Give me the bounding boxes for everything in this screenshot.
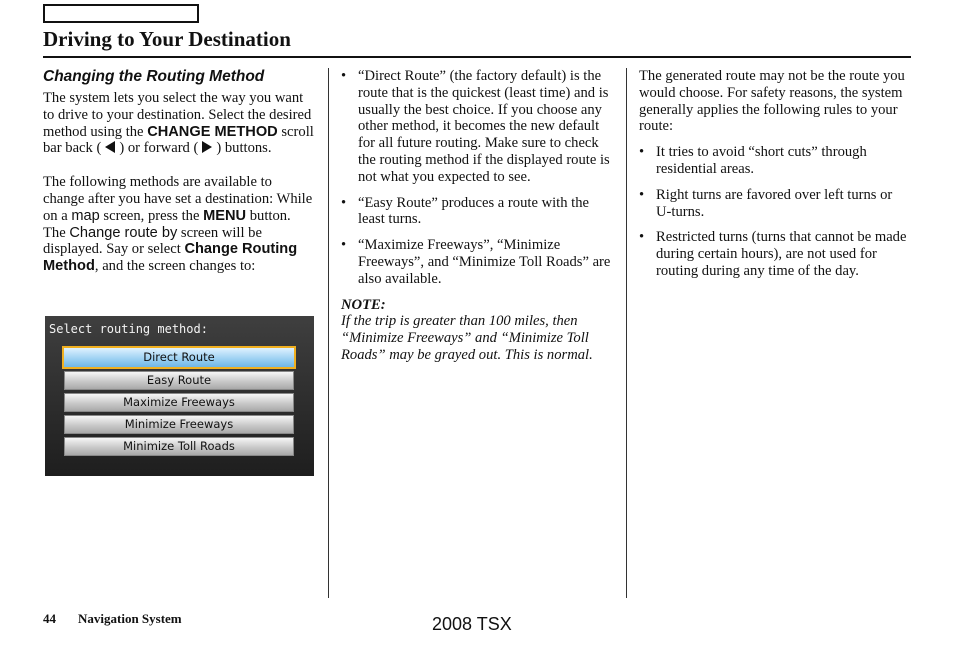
back-arrow-icon (105, 141, 115, 153)
option-minimize-freeways[interactable]: Minimize Freeways (64, 415, 294, 434)
column-divider-2 (626, 68, 627, 598)
bullet-text: “Maximize Freeways”, “Minimize Freeways”, and “Minimize Toll Roads” are also available. (358, 237, 611, 287)
rules-bullet-list (639, 144, 911, 280)
footer-model: 2008 TSX (432, 614, 512, 634)
option-minimize-toll-roads[interactable]: Minimize Toll Roads (64, 437, 294, 456)
list-item (341, 195, 613, 229)
methods-paragraph (43, 174, 315, 275)
text-run: scroll bar back ( (43, 123, 314, 157)
routing-method-screen (45, 316, 314, 476)
bullet-mark: • (639, 144, 645, 161)
text-run: The system lets you select the way you want to drive to your destination. Select the desired method using the (43, 90, 312, 140)
bullet-text: Right turns are favored over left turns or U-turns. (656, 186, 893, 220)
bullet-mark: • (639, 229, 645, 246)
list-item (341, 68, 613, 186)
text-run: screen will be displayed. Say or select (43, 224, 262, 258)
method-bullet-list (341, 68, 613, 288)
menu-keyword: MENU (203, 207, 247, 224)
intro-paragraph (43, 90, 315, 157)
right-column (639, 68, 911, 289)
option-maximize-freeways[interactable]: Maximize Freeways (64, 393, 294, 412)
left-column (43, 68, 315, 275)
option-easy-route[interactable]: Easy Route (64, 371, 294, 390)
change-method-keyword: CHANGE METHOD (147, 123, 278, 140)
bullet-mark: • (639, 186, 645, 203)
bullet-mark: • (341, 237, 347, 254)
list-item (639, 144, 911, 178)
bullet-text: Restricted turns (turns that cannot be made during certain hours), are not used for routing during any time of the day. (656, 229, 907, 279)
bullet-text: It tries to avoid “short cuts” through residential areas. (656, 144, 867, 177)
text-run: ) buttons. (216, 140, 272, 157)
text-run: , and the screen changes to: (94, 258, 256, 275)
header-tab-box (43, 4, 199, 23)
screen-header: Select routing method: (49, 322, 208, 336)
bullet-text: “Direct Route” (the factory default) is the route that is the quickest (least time) and is usually the best choice. If you choose any other method, it becomes the new default for all future routing. Make sure to check the routing method if the displayed route is not what you expected to see. (358, 68, 610, 185)
forward-arrow-icon (202, 141, 212, 153)
bullet-mark: • (341, 194, 347, 211)
text-run: ) or forward ( (119, 140, 199, 157)
footer-section-name: Navigation System (78, 611, 182, 626)
page-number: 44 (43, 611, 56, 626)
note-label: NOTE: (341, 296, 386, 313)
change-routing-method-keyword: Change Routing Method (43, 241, 298, 275)
text-run: button. The (43, 207, 291, 241)
middle-column (341, 68, 613, 364)
note-text: If the trip is greater than 100 miles, then “Minimize Freeways” and “Minimize Toll Roads” may be grayed out. This is normal. (341, 313, 593, 363)
map-keyword: map (71, 207, 100, 224)
text-run: The following methods are available to change after you have set a destination: While on a (43, 174, 313, 224)
list-item (639, 229, 911, 279)
option-direct-route[interactable]: Direct Route (62, 346, 296, 369)
bullet-mark: • (341, 68, 347, 84)
list-item (639, 187, 911, 221)
page-title: Driving to Your Destination (43, 27, 291, 51)
bullet-text: “Easy Route” produces a route with the least turns. (358, 194, 589, 228)
text-run: screen, press the (99, 207, 204, 224)
change-route-by-keyword: Change route by (69, 224, 178, 241)
rules-intro: The generated route may not be the route you would choose. For safety reasons, the system generally applies the following rules to your route: (639, 68, 905, 135)
list-item (341, 237, 613, 287)
section-heading: Changing the Routing Method (43, 68, 265, 85)
title-rule (43, 56, 911, 58)
column-divider-1 (328, 68, 329, 598)
